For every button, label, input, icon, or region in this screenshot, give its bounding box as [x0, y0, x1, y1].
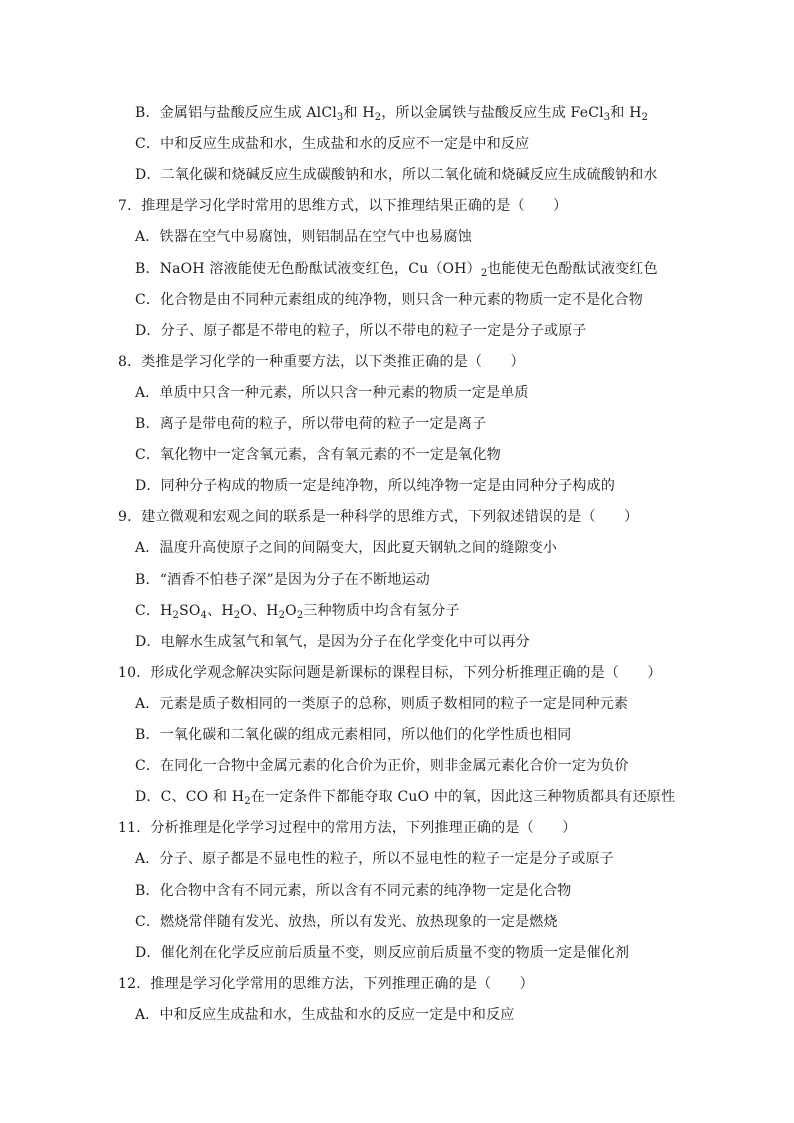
answer-option [135, 538, 557, 558]
question-stem [118, 663, 662, 683]
text-run: 和 H [610, 105, 642, 121]
text-run: B．一氧化碳和二氧化碳的组成元素相同，所以他们的化学性质也相同 [135, 727, 572, 743]
answer-option [135, 476, 615, 496]
subscript: 2 [172, 609, 180, 621]
subscript: 2 [244, 796, 251, 808]
text-run: 也能使无色酚酞试液变红色 [487, 260, 658, 277]
text-run: ，所以金属铁与盐酸反应生成 FeCl [381, 105, 604, 121]
question-stem [118, 818, 576, 838]
answer-option [135, 383, 529, 403]
text-run: D．分子、原子都是不带电的粒子，所以不带电的粒子一定是分子或原子 [135, 322, 587, 339]
subscript: 2 [374, 112, 382, 123]
answer-option [135, 134, 529, 154]
answer-option [135, 601, 460, 621]
text-run: B．“酒香不怕巷子深”是因为分子在不断地运动 [135, 571, 431, 588]
text-run: B．化合物中含有不同元素，所以含有不同元素的纯净物一定是化合物 [135, 882, 572, 899]
answer-option [135, 912, 558, 932]
text-run: C．氧化物中一定含氧元素，含有氧元素的不一定是氧化物 [135, 447, 501, 464]
text-run: A．单质中只含一种元素，所以只含一种元素的物质一定是单质 [135, 384, 529, 401]
text-run: C．在同化一合物中金属元素的化合价为正价，则非金属元素化合价一定为负价 [135, 758, 629, 775]
answer-option [135, 103, 648, 123]
subscript: 2 [480, 267, 488, 279]
answer-option [135, 445, 501, 465]
text-run: C．燃烧常伴随有发光、放热，所以有发光、放热现象的一定是燃烧 [135, 913, 558, 930]
answer-option [135, 227, 472, 247]
text-run: D．电解水生成氢气和氧气，是因为分子在化学变化中可以再分 [135, 633, 530, 650]
text-run: B．金属铝与盐酸反应生成 AlCl [135, 105, 337, 121]
text-run: C．中和反应生成盐和水，生成盐和水的反应不一定是中和反应 [135, 136, 530, 153]
question-stem [118, 352, 525, 372]
text-run: D．催化剂在化学反应前后质量不变，则反应前后质量不变的物质一定是催化剂 [135, 944, 630, 961]
text-run: A．元素是质子数相同的一类原子的总称，则质子数相同的粒子一定是同种元素 [135, 695, 629, 712]
text-run: B．离子是带电荷的粒子，所以带电荷的粒子一定是离子 [135, 416, 487, 432]
text-run: 9．建立微观和宏观之间的联系是一种科学的思维方式，下列叙述错误的是（ ） [118, 509, 639, 526]
subscript: 2 [296, 609, 304, 621]
text-run: A．分子、原子都是不显电性的粒子，所以不显电性的粒子一定是分子或原子 [135, 851, 614, 868]
text-run: SO [179, 602, 201, 619]
subscript: 2 [233, 609, 241, 621]
text-run: D．C、CO 和 H [135, 789, 245, 806]
question-stem [118, 974, 534, 994]
answer-option [135, 632, 530, 652]
subscript: 2 [641, 112, 649, 123]
text-run: 和 H [343, 105, 375, 121]
text-run: D．同种分子构成的物质一定是纯净物，所以纯净物一定是由同种分子构成的 [135, 478, 616, 495]
text-run: A．温度升高使原子之间的间隔变大，因此夏天钢轨之间的缝隙变小 [135, 540, 558, 557]
text-run: B．NaOH 溶液能使无色酚酞试液变红色，Cu（OH） [135, 260, 481, 277]
question-stem [118, 507, 638, 527]
subscript: 3 [603, 112, 611, 123]
answer-option [135, 756, 629, 776]
text-run: 、H [207, 602, 234, 619]
text-run: O [285, 602, 297, 619]
text-run: 8．类推是学习化学的一种重要方法，以下类推正确的是（ ） [118, 353, 525, 370]
text-run: A．中和反应生成盐和水，生成盐和水的反应一定是中和反应 [135, 1006, 515, 1023]
text-run: 三种物质中均含有氢分子 [303, 602, 460, 619]
answer-option [135, 943, 629, 963]
text-run: 11．分析推理是化学学习过程中的常用方法，下列推理正确的是（ ） [118, 820, 577, 837]
answer-option [135, 694, 628, 714]
answer-option [135, 414, 486, 434]
text-run: D．二氧化碳和烧碱反应生成碳酸钠和水，所以二氧化硫和烧碱反应生成硫酸钠和水 [135, 167, 658, 184]
answer-option [135, 725, 572, 745]
answer-option [135, 787, 675, 807]
subscript: 4 [200, 609, 208, 621]
answer-option [135, 1005, 515, 1025]
answer-option [135, 570, 430, 590]
subscript: 2 [278, 609, 286, 621]
text-run: 7．推理是学习化学时常用的思维方式，以下推理结果正确的是（ ） [118, 198, 568, 215]
text-run: 10．形成化学观念解决实际问题是新课标的课程目标，下列分析推理正确的是（ ） [118, 664, 662, 681]
text-run: C．H [135, 602, 173, 619]
text-run: 在一定条件下都能夺取 CuO 中的氧，因此这三种物质都具有还原性 [250, 789, 676, 806]
answer-option [135, 849, 614, 869]
answer-option [135, 259, 658, 279]
text-run: C．化合物是由不同种元素组成的纯净物，则只含一种元素的物质一定不是化合物 [135, 291, 643, 308]
subscript: 3 [336, 112, 344, 123]
text-run: 12．推理是学习化学常用的思维方法，下列推理正确的是（ ） [118, 975, 534, 992]
answer-option [135, 165, 658, 185]
answer-option [135, 290, 643, 310]
question-stem [118, 196, 567, 216]
answer-option [135, 321, 587, 341]
text-run: O、H [240, 602, 279, 619]
answer-option [135, 881, 572, 901]
text-run: A．铁器在空气中易腐蚀，则铝制品在空气中也易腐蚀 [135, 229, 472, 246]
